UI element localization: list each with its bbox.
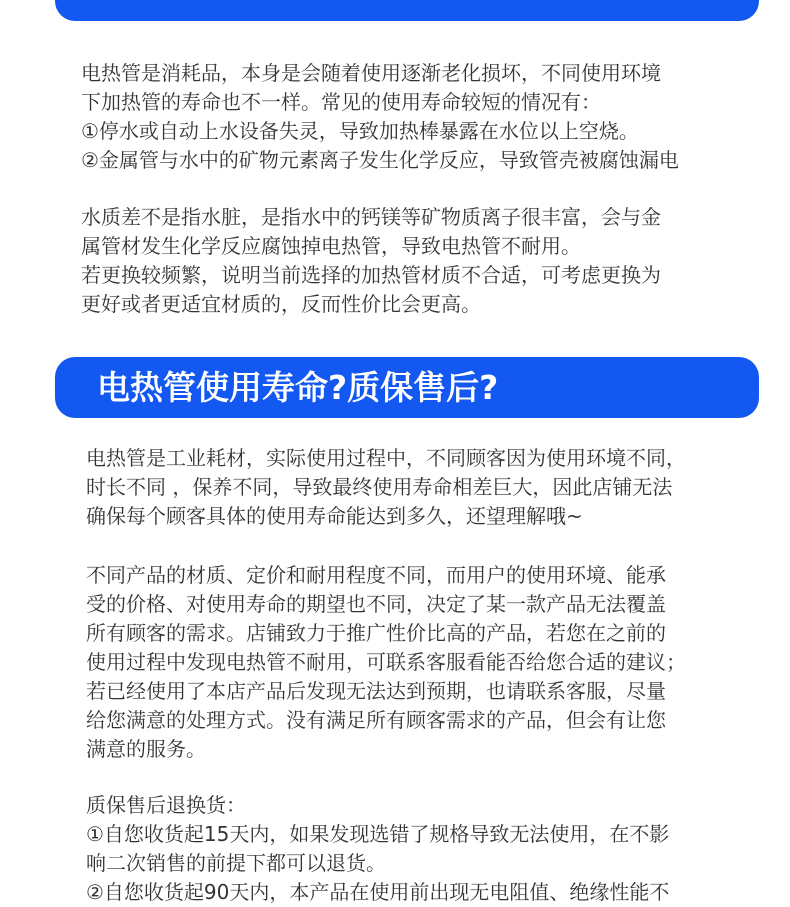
paragraph-line: 电热管是消耗品，本身是会随着使用逐渐老化损坏，不同使用环境 bbox=[81, 61, 661, 85]
lifespan-paragraph bbox=[86, 444, 686, 531]
paragraph-line: 时长不同 ，保养不同，导致最终使用寿命相差巨大，因此店铺无法 bbox=[86, 475, 673, 499]
paragraph-line: 若已经使用了本店产品后发现无法达到预期，也请联系客服，尽量 bbox=[86, 679, 666, 703]
paragraph-line: 确保每个顾客具体的使用寿命能达到多久，还望理解哦~ bbox=[86, 504, 583, 528]
paragraph-line: 满意的服务。 bbox=[86, 737, 206, 761]
returns-paragraph bbox=[86, 791, 669, 907]
list-item-return-2: ②自您收货起90天内，本产品在使用前出现无电阻值、绝缘性能不 bbox=[86, 880, 670, 904]
water-quality-paragraph bbox=[81, 203, 661, 319]
paragraph-line: 水质差不是指水脏，是指水中的钙镁等矿物质离子很丰富，会与金 bbox=[81, 205, 661, 229]
paragraph-line: 受的价格、对使用寿命的期望也不同，决定了某一款产品无法覆盖 bbox=[86, 592, 666, 616]
products-paragraph bbox=[86, 561, 686, 764]
section-header-banner-lifespan bbox=[55, 357, 759, 418]
paragraph-line: 响二次销售的前提下都可以退货。 bbox=[86, 851, 386, 875]
section-header-banner-causes bbox=[55, 0, 759, 21]
list-item-cause-2: ②金属管与水中的矿物元素离子发生化学反应，导致管壳被腐蚀漏电 bbox=[81, 148, 679, 172]
list-item-return-1: ①自您收货起15天内，如果发现选错了规格导致无法使用，在不影 bbox=[86, 822, 670, 846]
paragraph-line: 更好或者更适宜材质的，反而性价比会更高。 bbox=[81, 292, 481, 316]
paragraph-line: 不同产品的材质、定价和耐用程度不同，而用户的使用环境、能承 bbox=[86, 563, 666, 587]
section-title-lifespan: 电热管使用寿命?质保售后? bbox=[97, 368, 499, 407]
paragraph-line: 下加热管的寿命也不一样。常见的使用寿命较短的情况有： bbox=[81, 90, 601, 114]
intro-paragraph bbox=[81, 59, 679, 175]
returns-heading: 质保售后退换货： bbox=[86, 793, 246, 817]
paragraph-line: 属管材发生化学反应腐蚀掉电热管，导致电热管不耐用。 bbox=[81, 234, 581, 258]
paragraph-line: 使用过程中发现电热管不耐用，可联系客服看能否给您合适的建议； bbox=[86, 650, 686, 674]
paragraph-line: 给您满意的处理方式。没有满足所有顾客需求的产品，但会有让您 bbox=[86, 708, 666, 732]
list-item-cause-1: ①停水或自动上水设备失灵，导致加热棒暴露在水位以上空烧。 bbox=[81, 119, 639, 143]
paragraph-line: 所有顾客的需求。店铺致力于推广性价比高的产品，若您在之前的 bbox=[86, 621, 666, 645]
paragraph-line: 若更换较频繁，说明当前选择的加热管材质不合适，可考虑更换为 bbox=[81, 263, 661, 287]
paragraph-line: 电热管是工业耗材，实际使用过程中，不同顾客因为使用环境不同， bbox=[86, 446, 686, 470]
